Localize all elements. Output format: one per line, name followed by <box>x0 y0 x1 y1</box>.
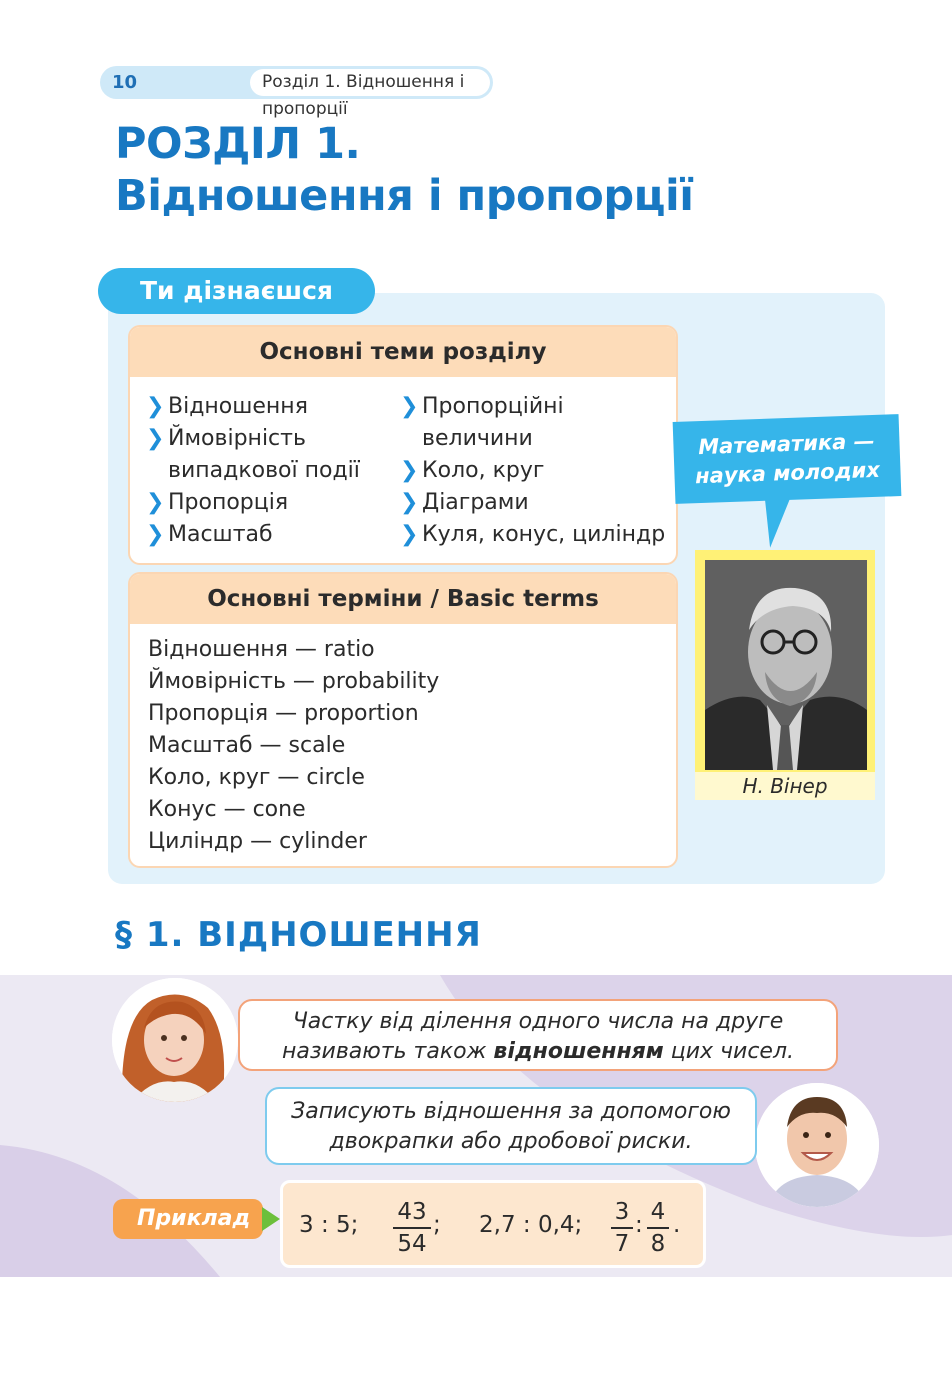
example-label: Приклад <box>113 1199 263 1239</box>
topic-item: ❯ Масштаб <box>146 519 386 551</box>
chevron-right-icon: ❯ <box>146 394 165 419</box>
term-item: Пропорція — proportion <box>148 701 419 726</box>
term-item: Ймовірність — probability <box>148 669 440 694</box>
boy-avatar <box>755 1083 879 1207</box>
speech-bubble-girl <box>238 999 838 1071</box>
bubble-1-line-2: називають також відношенням цих чисел. <box>281 1039 795 1064</box>
topic-item: ❯ Коло, круг <box>400 455 670 487</box>
chevron-right-icon: ❯ <box>400 394 419 419</box>
breadcrumb: Розділ 1. Відношення і пропорції <box>250 69 490 96</box>
term-item: Коло, круг — circle <box>148 765 365 790</box>
ratio-colon-2: 2,7 : 0,4; <box>479 1212 583 1238</box>
quote-line-1: Математика — <box>697 428 876 460</box>
ratio-colon-1: 3 : 5; <box>299 1212 359 1238</box>
fraction-3: $\frac{4}{8}$ <box>647 1197 669 1259</box>
terms-card <box>128 572 678 868</box>
fraction-1: $\frac{43}{54}$ <box>393 1197 431 1259</box>
speech-bubble-boy <box>265 1087 757 1165</box>
terms-heading: Основні терміни / Basic terms <box>130 574 676 624</box>
topic-item: ❯ Пропорція <box>146 487 386 519</box>
colon-sign: : <box>635 1212 643 1238</box>
bubble-1-line-1: Частку від ділення одного числа на друге <box>292 1009 784 1034</box>
separator: ; <box>433 1212 441 1238</box>
chevron-right-icon: ❯ <box>146 490 165 515</box>
section-title: § 1. ВІДНОШЕННЯ <box>115 915 482 955</box>
chapter-title-line1: РОЗДІЛ 1. <box>115 119 361 169</box>
chevron-right-icon: ❯ <box>400 522 419 547</box>
quote-bubble <box>673 414 902 504</box>
portrait-caption: Н. Вінер <box>695 772 875 800</box>
topics-card <box>128 325 678 565</box>
term-item: Циліндр — cylinder <box>148 829 367 854</box>
topic-item: ❯ Пропорційні величини <box>400 391 670 455</box>
topic-item: ❯ Ймовірність випадкової події <box>146 423 386 487</box>
topics-column-2 <box>400 391 670 551</box>
page-number: 10 <box>112 72 138 93</box>
topic-item: ❯ Відношення <box>146 391 386 423</box>
chapter-title <box>115 118 693 222</box>
term-item: Масштаб — scale <box>148 733 346 758</box>
page-header-tab <box>100 66 493 119</box>
topics-heading: Основні теми розділу <box>130 327 676 377</box>
portrait-image <box>705 560 867 770</box>
girl-avatar <box>112 978 238 1102</box>
bubble-2-line-2: двокрапки або дробової риски. <box>329 1129 693 1154</box>
period: . <box>673 1212 681 1238</box>
chevron-right-icon: ❯ <box>400 458 419 483</box>
bubble-2-line-1: Записують відношення за допомогою <box>291 1099 731 1124</box>
topic-item: ❯ Куля, конус, циліндр <box>400 519 670 551</box>
chevron-right-icon: ❯ <box>400 490 419 515</box>
chevron-right-icon: ❯ <box>146 426 165 451</box>
learn-label: Ти дізнаєшся <box>98 268 375 314</box>
fraction-2: $\frac{3}{7}$ <box>611 1197 633 1259</box>
chevron-right-icon: ❯ <box>146 522 165 547</box>
term-item: Відношення — ratio <box>148 637 375 662</box>
example-box <box>280 1180 706 1268</box>
topic-item: ❯ Діаграми <box>400 487 670 519</box>
topics-column-1 <box>146 391 386 551</box>
arrow-right-icon <box>262 1207 280 1231</box>
term-item: Конус — cone <box>148 797 306 822</box>
quote-line-2: наука молодих <box>694 457 881 489</box>
chapter-title-line2: Відношення і пропорції <box>115 171 694 221</box>
highlighted-term: відношенням <box>493 1039 664 1064</box>
terms-list <box>148 634 439 858</box>
